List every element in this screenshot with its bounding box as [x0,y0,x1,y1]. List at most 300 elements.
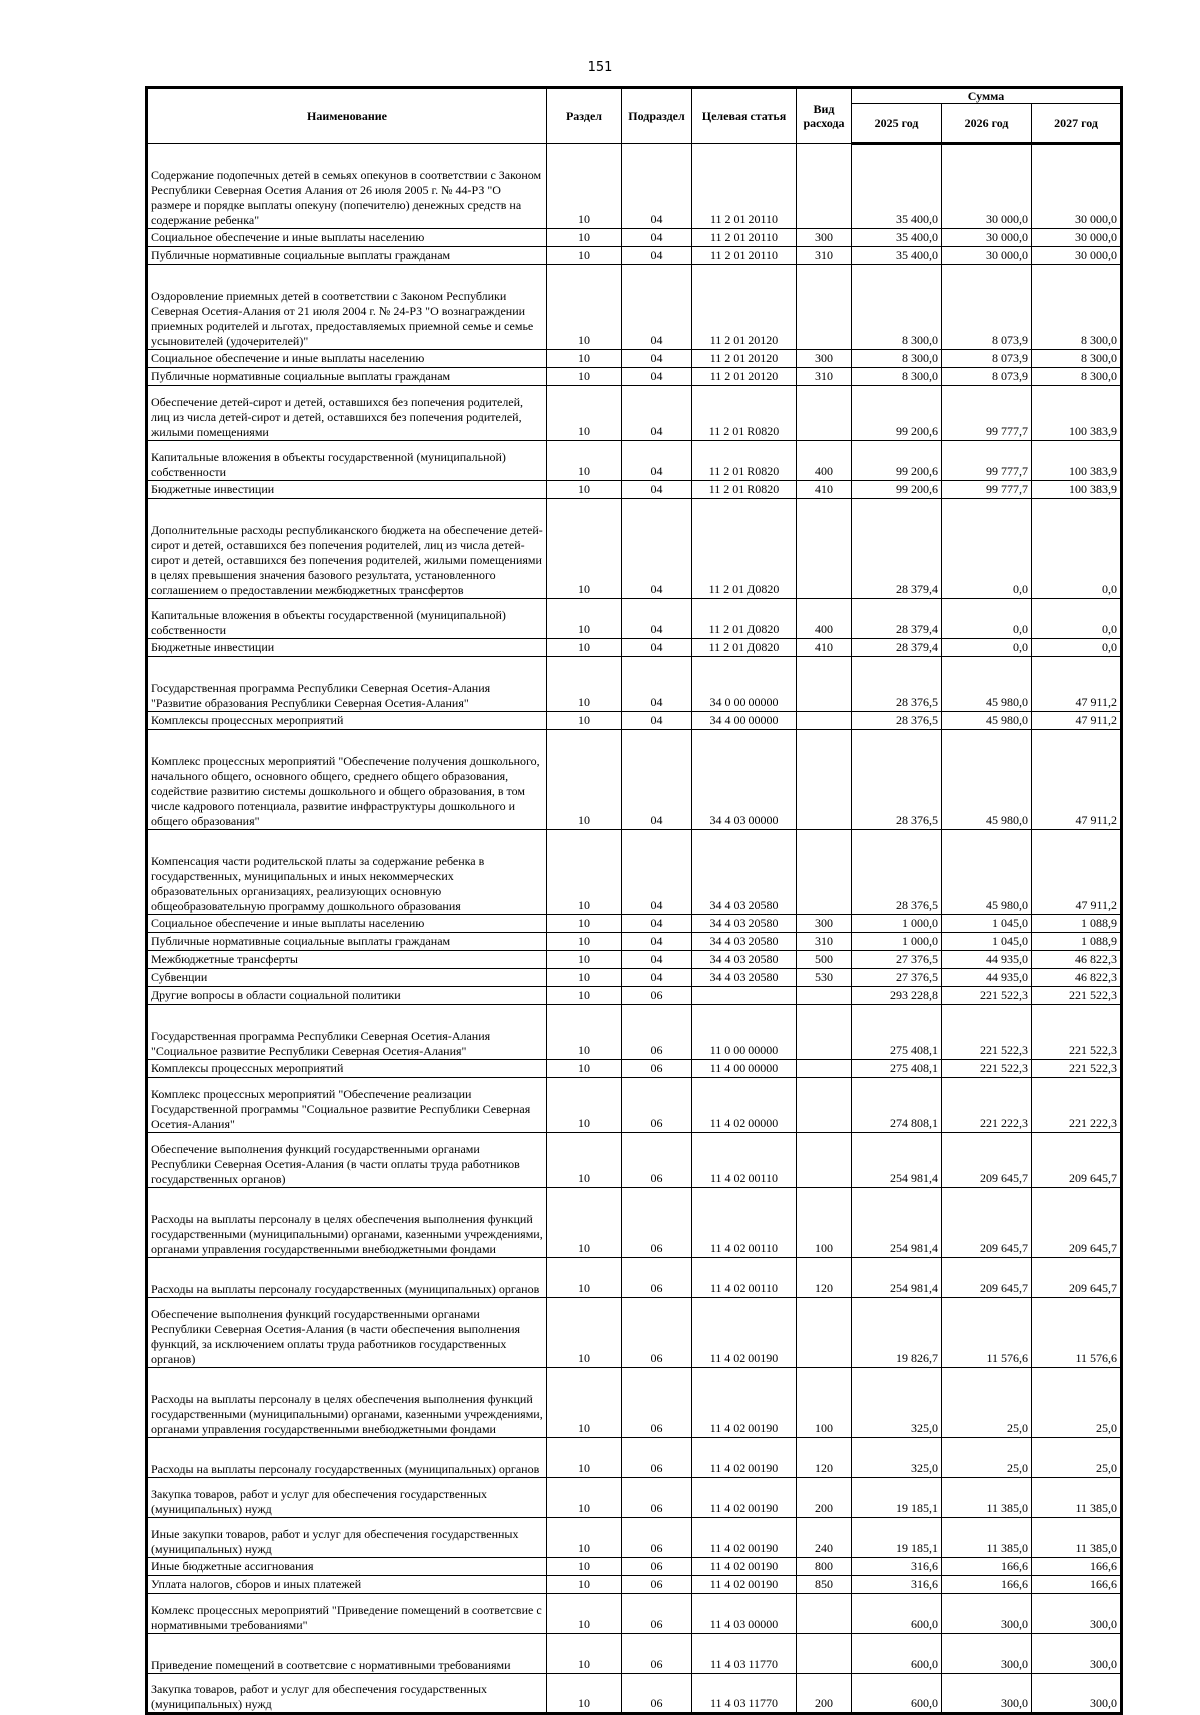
row-name: Социальное обеспечение и иные выплаты населению [147,229,547,247]
row-sum-2027: 0,0 [1032,639,1122,657]
row-sum-2026: 99 777,7 [942,441,1032,481]
row-name: Обеспечение детей-сирот и детей, оставшихся без попечения родителей, лиц из числа детей-сирот и детей, оставшихся без попечения родителей, жилыми помещениями [147,386,547,441]
row-razdel: 10 [547,1133,622,1188]
row-sum-2025: 275 408,1 [852,1005,942,1060]
row-razdel: 10 [547,481,622,499]
row-target-article: 11 2 01 20110 [692,229,797,247]
row-sum-2025: 293 228,8 [852,987,942,1005]
header-podrazdel: Подраздел [622,88,692,144]
row-sum-2026: 8 073,9 [942,350,1032,368]
row-razdel: 10 [547,1005,622,1060]
row-sum-2025: 600,0 [852,1634,942,1674]
row-podrazdel: 04 [622,368,692,386]
row-expense-type [797,1060,852,1078]
row-podrazdel: 04 [622,265,692,350]
table-row [147,265,1122,350]
row-podrazdel: 06 [622,1258,692,1298]
row-name: Иные закупки товаров, работ и услуг для обеспечения государственных (муниципальных) нужд [147,1518,547,1558]
table-row [147,951,1122,969]
table-row [147,441,1122,481]
row-name: Государственная программа Республики Северная Осетия-Алания "Социальное развитие Республики Северная Осетия-Алания" [147,1005,547,1060]
row-target-article: 11 2 01 Д0820 [692,499,797,599]
row-target-article: 11 4 02 00190 [692,1478,797,1518]
row-name: Публичные нормативные социальные выплаты гражданам [147,247,547,265]
row-sum-2026: 25,0 [942,1438,1032,1478]
row-podrazdel: 04 [622,144,692,229]
row-sum-2027: 221 222,3 [1032,1078,1122,1133]
row-name: Расходы на выплаты персоналу в целях обеспечения выполнения функций государственными (муниципальными) органами, казенными учреждениями, органами управления государственными внебюджетными фондами [147,1368,547,1438]
row-sum-2027: 209 645,7 [1032,1188,1122,1258]
row-name: Дополнительные расходы республиканского бюджета на обеспечение детей-сирот и детей, оставшихся без попечения родителей, лиц из числа детей-сирот и детей, оставшихся без попечения родителей, жилыми помещениями в целях превышения значения базового результата, установленного соглашением о предоставлении межбюджетных трансфертов [147,499,547,599]
row-sum-2025: 254 981,4 [852,1133,942,1188]
row-target-article: 11 4 02 00110 [692,1188,797,1258]
row-razdel: 10 [547,1634,622,1674]
row-expense-type [797,1594,852,1634]
row-name: Расходы на выплаты персоналу государственных (муниципальных) органов [147,1438,547,1478]
row-sum-2027: 46 822,3 [1032,951,1122,969]
row-razdel: 10 [547,951,622,969]
row-sum-2025: 8 300,0 [852,265,942,350]
row-expense-type [797,1133,852,1188]
row-sum-2026: 300,0 [942,1674,1032,1714]
row-sum-2026: 0,0 [942,499,1032,599]
row-expense-type [797,712,852,730]
row-expense-type: 500 [797,951,852,969]
row-sum-2025: 28 379,4 [852,499,942,599]
row-podrazdel: 04 [622,915,692,933]
row-sum-2025: 35 400,0 [852,247,942,265]
row-sum-2025: 254 981,4 [852,1188,942,1258]
budget-table [145,86,1123,1715]
row-sum-2027: 47 911,2 [1032,830,1122,915]
row-target-article: 11 2 01 20120 [692,265,797,350]
row-sum-2027: 11 576,6 [1032,1298,1122,1368]
row-sum-2026: 166,6 [942,1558,1032,1576]
row-podrazdel: 06 [622,1674,692,1714]
row-sum-2027: 221 522,3 [1032,1005,1122,1060]
row-podrazdel: 06 [622,1518,692,1558]
row-expense-type: 100 [797,1368,852,1438]
row-sum-2027: 300,0 [1032,1674,1122,1714]
row-podrazdel: 04 [622,441,692,481]
row-podrazdel: 04 [622,481,692,499]
row-sum-2026: 11 385,0 [942,1518,1032,1558]
row-expense-type [797,265,852,350]
row-sum-2026: 221 522,3 [942,1060,1032,1078]
row-sum-2026: 11 576,6 [942,1298,1032,1368]
row-sum-2027: 1 088,9 [1032,933,1122,951]
row-razdel: 10 [547,599,622,639]
row-sum-2026: 1 045,0 [942,915,1032,933]
row-name: Социальное обеспечение и иные выплаты населению [147,915,547,933]
row-razdel: 10 [547,265,622,350]
row-expense-type: 120 [797,1438,852,1478]
row-name: Обеспечение выполнения функций государственными органами Республики Северная Осетия-Алания (в части оплаты труда работников государственных органов) [147,1133,547,1188]
row-sum-2025: 28 379,4 [852,599,942,639]
row-podrazdel: 06 [622,1368,692,1438]
header-razdel: Раздел [547,88,622,144]
header-year-2026: 2026 год [942,104,1032,144]
row-target-article: 11 2 01 R0820 [692,441,797,481]
table-row [147,1634,1122,1674]
row-sum-2026: 45 980,0 [942,657,1032,712]
row-razdel: 10 [547,1674,622,1714]
table-row [147,1258,1122,1298]
row-target-article: 34 4 00 00000 [692,712,797,730]
row-expense-type: 200 [797,1674,852,1714]
row-sum-2025: 35 400,0 [852,229,942,247]
table-row [147,599,1122,639]
table-row [147,639,1122,657]
row-podrazdel: 04 [622,229,692,247]
table-row [147,1594,1122,1634]
row-sum-2026: 1 045,0 [942,933,1032,951]
row-sum-2026: 209 645,7 [942,1133,1032,1188]
row-sum-2027: 209 645,7 [1032,1258,1122,1298]
row-razdel: 10 [547,1518,622,1558]
row-razdel: 10 [547,1258,622,1298]
row-name: Иные бюджетные ассигнования [147,1558,547,1576]
row-name: Расходы на выплаты персоналу в целях обеспечения выполнения функций государственными (муниципальными) органами, казенными учреждениями, органами управления государственными внебюджетными фондами [147,1188,547,1258]
row-target-article: 11 4 02 00190 [692,1368,797,1438]
row-sum-2026: 0,0 [942,599,1032,639]
row-sum-2026: 45 980,0 [942,730,1032,830]
row-sum-2025: 27 376,5 [852,951,942,969]
row-sum-2025: 274 808,1 [852,1078,942,1133]
row-razdel: 10 [547,499,622,599]
row-sum-2027: 166,6 [1032,1576,1122,1594]
row-podrazdel: 04 [622,350,692,368]
row-name: Расходы на выплаты персоналу государственных (муниципальных) органов [147,1258,547,1298]
row-expense-type: 300 [797,915,852,933]
row-sum-2027: 11 385,0 [1032,1518,1122,1558]
table-row [147,730,1122,830]
row-name: Межбюджетные трансферты [147,951,547,969]
row-podrazdel: 06 [622,1576,692,1594]
row-sum-2025: 316,6 [852,1576,942,1594]
row-name: Комплекс процессных мероприятий "Обеспечение реализации Государственной программы "Социальное развитие Республики Северная Осетия-Алания" [147,1078,547,1133]
row-name: Приведение помещений в соответсвие с нормативными требованиями [147,1634,547,1674]
row-sum-2027: 47 911,2 [1032,730,1122,830]
row-razdel: 10 [547,386,622,441]
row-target-article: 34 4 03 20580 [692,969,797,987]
row-razdel: 10 [547,657,622,712]
row-target-article [692,987,797,1005]
row-sum-2025: 8 300,0 [852,368,942,386]
row-sum-2026: 11 385,0 [942,1478,1032,1518]
row-sum-2025: 275 408,1 [852,1060,942,1078]
row-name: Комплексы процессных мероприятий [147,712,547,730]
table-row [147,1518,1122,1558]
row-sum-2025: 254 981,4 [852,1258,942,1298]
row-razdel: 10 [547,987,622,1005]
row-razdel: 10 [547,1576,622,1594]
row-expense-type [797,1634,852,1674]
row-sum-2026: 300,0 [942,1594,1032,1634]
row-expense-type: 400 [797,441,852,481]
row-sum-2027: 25,0 [1032,1438,1122,1478]
row-sum-2026: 30 000,0 [942,247,1032,265]
row-sum-2027: 300,0 [1032,1594,1122,1634]
table-row [147,1188,1122,1258]
row-podrazdel: 04 [622,499,692,599]
row-sum-2025: 28 376,5 [852,657,942,712]
row-name: Бюджетные инвестиции [147,481,547,499]
row-podrazdel: 06 [622,1594,692,1634]
row-razdel: 10 [547,1298,622,1368]
row-podrazdel: 06 [622,1133,692,1188]
row-target-article: 11 2 01 Д0820 [692,639,797,657]
row-name: Другие вопросы в области социальной политики [147,987,547,1005]
row-sum-2025: 600,0 [852,1594,942,1634]
row-podrazdel: 04 [622,830,692,915]
row-sum-2026: 209 645,7 [942,1258,1032,1298]
row-razdel: 10 [547,969,622,987]
row-sum-2027: 100 383,9 [1032,386,1122,441]
row-expense-type [797,657,852,712]
row-target-article: 34 4 03 00000 [692,730,797,830]
row-razdel: 10 [547,1188,622,1258]
row-razdel: 10 [547,1594,622,1634]
row-podrazdel: 06 [622,1558,692,1576]
table-row [147,915,1122,933]
row-target-article: 11 2 01 20120 [692,350,797,368]
table-row [147,229,1122,247]
row-name: Бюджетные инвестиции [147,639,547,657]
row-sum-2026: 99 777,7 [942,481,1032,499]
row-sum-2025: 28 376,5 [852,712,942,730]
row-name: Капитальные вложения в объекты государственной (муниципальной) собственности [147,441,547,481]
row-expense-type [797,1005,852,1060]
row-sum-2026: 8 073,9 [942,368,1032,386]
row-target-article: 11 2 01 Д0820 [692,599,797,639]
row-sum-2027: 8 300,0 [1032,350,1122,368]
row-sum-2027: 166,6 [1032,1558,1122,1576]
row-sum-2027: 30 000,0 [1032,229,1122,247]
row-name: Обеспечение выполнения функций государственными органами Республики Северная Осетия-Алания (в части обеспечения выполнения функций, за исключением оплаты труда работников государственных органов) [147,1298,547,1368]
row-expense-type: 850 [797,1576,852,1594]
row-razdel: 10 [547,1438,622,1478]
row-razdel: 10 [547,350,622,368]
row-expense-type [797,386,852,441]
header-target-article: Целевая статья [692,88,797,144]
row-expense-type: 300 [797,350,852,368]
table-header [147,88,1122,144]
row-podrazdel: 04 [622,969,692,987]
row-sum-2025: 600,0 [852,1674,942,1714]
row-podrazdel: 06 [622,1005,692,1060]
row-sum-2025: 28 379,4 [852,639,942,657]
table-row [147,1298,1122,1368]
row-target-article: 11 4 02 00190 [692,1298,797,1368]
row-expense-type: 120 [797,1258,852,1298]
row-sum-2026: 99 777,7 [942,386,1032,441]
table-row [147,1478,1122,1518]
row-sum-2025: 1 000,0 [852,933,942,951]
row-sum-2027: 46 822,3 [1032,969,1122,987]
header-year-2027: 2027 год [1032,104,1122,144]
row-target-article: 34 4 03 20580 [692,933,797,951]
row-sum-2026: 221 222,3 [942,1078,1032,1133]
row-sum-2027: 100 383,9 [1032,441,1122,481]
row-target-article: 11 4 03 11770 [692,1634,797,1674]
row-target-article: 34 4 03 20580 [692,915,797,933]
row-sum-2027: 47 911,2 [1032,657,1122,712]
row-name: Государственная программа Республики Северная Осетия-Алания "Развитие образования Республики Северная Осетия-Алания" [147,657,547,712]
row-name: Комплекс процессных мероприятий "Обеспечение получения дошкольного, начального общего, основного общего, среднего общего образования, содействие развитию системы дошкольного и общего образования, в том числе кадрового потенциала, развитие инфраструктуры дошкольного и общего образования" [147,730,547,830]
row-target-article: 11 4 02 00110 [692,1258,797,1298]
table-row [147,969,1122,987]
row-sum-2027: 300,0 [1032,1634,1122,1674]
row-expense-type: 310 [797,933,852,951]
row-sum-2026: 166,6 [942,1576,1032,1594]
row-razdel: 10 [547,144,622,229]
table-row [147,657,1122,712]
row-target-article: 11 4 03 11770 [692,1674,797,1714]
row-sum-2027: 8 300,0 [1032,368,1122,386]
table-row [147,1558,1122,1576]
row-razdel: 10 [547,229,622,247]
row-sum-2026: 221 522,3 [942,987,1032,1005]
row-name: Содержание подопечных детей в семьях опекунов в соответствии с Законом Республики Северная Осетия Алания от 26 июля 2005 г. № 44-РЗ "О размере и порядке выплаты опекуну (попечителю) денежных средств на содержание ребенка" [147,144,547,229]
row-expense-type: 410 [797,639,852,657]
header-year-2025: 2025 год [852,104,942,144]
row-expense-type [797,144,852,229]
row-sum-2026: 0,0 [942,639,1032,657]
row-podrazdel: 06 [622,1438,692,1478]
row-target-article: 11 4 00 00000 [692,1060,797,1078]
row-expense-type: 410 [797,481,852,499]
row-podrazdel: 04 [622,639,692,657]
row-target-article: 11 2 01 R0820 [692,386,797,441]
row-sum-2027: 0,0 [1032,599,1122,639]
row-sum-2026: 44 935,0 [942,951,1032,969]
row-podrazdel: 04 [622,730,692,830]
row-razdel: 10 [547,247,622,265]
row-podrazdel: 06 [622,1298,692,1368]
table-row [147,1438,1122,1478]
row-sum-2025: 19 826,7 [852,1298,942,1368]
table-row [147,987,1122,1005]
table-row [147,1576,1122,1594]
row-name: Субвенции [147,969,547,987]
row-name: Публичные нормативные социальные выплаты гражданам [147,933,547,951]
row-sum-2026: 221 522,3 [942,1005,1032,1060]
row-sum-2027: 221 522,3 [1032,987,1122,1005]
row-sum-2027: 0,0 [1032,499,1122,599]
table-body [147,144,1122,1714]
row-sum-2026: 8 073,9 [942,265,1032,350]
row-name: Закупка товаров, работ и услуг для обеспечения государственных (муниципальных) нужд [147,1674,547,1714]
row-expense-type: 300 [797,229,852,247]
row-razdel: 10 [547,368,622,386]
header-sum: Сумма [852,88,1122,104]
row-sum-2026: 45 980,0 [942,712,1032,730]
row-target-article: 11 2 01 R0820 [692,481,797,499]
row-razdel: 10 [547,1368,622,1438]
row-target-article: 11 4 02 00190 [692,1438,797,1478]
header-expense-type: Вид расхода [797,88,852,144]
table-row [147,1368,1122,1438]
row-sum-2027: 100 383,9 [1032,481,1122,499]
row-podrazdel: 06 [622,1188,692,1258]
row-podrazdel: 04 [622,247,692,265]
row-podrazdel: 04 [622,951,692,969]
row-expense-type [797,987,852,1005]
table-row [147,1674,1122,1714]
table-row [147,1133,1122,1188]
row-sum-2025: 99 200,6 [852,481,942,499]
table-row [147,933,1122,951]
row-target-article: 11 2 01 20110 [692,144,797,229]
row-target-article: 11 4 03 00000 [692,1594,797,1634]
row-sum-2026: 45 980,0 [942,830,1032,915]
row-sum-2027: 30 000,0 [1032,247,1122,265]
row-sum-2025: 99 200,6 [852,386,942,441]
row-sum-2027: 11 385,0 [1032,1478,1122,1518]
row-razdel: 10 [547,639,622,657]
row-sum-2026: 209 645,7 [942,1188,1032,1258]
row-sum-2027: 47 911,2 [1032,712,1122,730]
row-target-article: 11 4 02 00190 [692,1558,797,1576]
row-sum-2025: 325,0 [852,1438,942,1478]
row-sum-2026: 25,0 [942,1368,1032,1438]
row-target-article: 11 4 02 00190 [692,1518,797,1558]
row-sum-2025: 28 376,5 [852,830,942,915]
row-sum-2025: 99 200,6 [852,441,942,481]
row-target-article: 34 4 03 20580 [692,830,797,915]
table-row [147,830,1122,915]
row-name: Компенсация части родительской платы за содержание ребенка в государственных, муниципальных и иных некоммерческих образовательных организациях, реализующих основную общеобразовательную программу дошкольного образования [147,830,547,915]
row-razdel: 10 [547,1558,622,1576]
row-expense-type: 310 [797,368,852,386]
row-sum-2026: 300,0 [942,1634,1032,1674]
row-razdel: 10 [547,915,622,933]
row-expense-type: 200 [797,1478,852,1518]
row-razdel: 10 [547,712,622,730]
row-podrazdel: 04 [622,933,692,951]
row-sum-2025: 28 376,5 [852,730,942,830]
row-sum-2025: 1 000,0 [852,915,942,933]
row-name: Публичные нормативные социальные выплаты гражданам [147,368,547,386]
row-target-article: 11 4 02 00110 [692,1133,797,1188]
row-sum-2027: 30 000,0 [1032,144,1122,229]
row-expense-type [797,730,852,830]
row-name: Уплата налогов, сборов и иных платежей [147,1576,547,1594]
row-podrazdel: 04 [622,386,692,441]
table-row [147,1078,1122,1133]
row-name: Закупка товаров, работ и услуг для обеспечения государственных (муниципальных) нужд [147,1478,547,1518]
row-podrazdel: 06 [622,987,692,1005]
row-target-article: 11 0 00 00000 [692,1005,797,1060]
row-podrazdel: 06 [622,1634,692,1674]
row-expense-type: 530 [797,969,852,987]
table-row [147,368,1122,386]
row-name: Комлекс процессных мероприятий "Приведение помещений в соответсвие с нормативными требованиями" [147,1594,547,1634]
row-expense-type [797,1298,852,1368]
row-expense-type [797,830,852,915]
row-target-article: 34 4 03 20580 [692,951,797,969]
row-sum-2027: 8 300,0 [1032,265,1122,350]
row-sum-2026: 30 000,0 [942,144,1032,229]
table-row [147,386,1122,441]
row-podrazdel: 06 [622,1478,692,1518]
header-name: Наименование [147,88,547,144]
row-sum-2026: 44 935,0 [942,969,1032,987]
row-razdel: 10 [547,441,622,481]
row-sum-2027: 25,0 [1032,1368,1122,1438]
row-target-article: 11 4 02 00190 [692,1576,797,1594]
